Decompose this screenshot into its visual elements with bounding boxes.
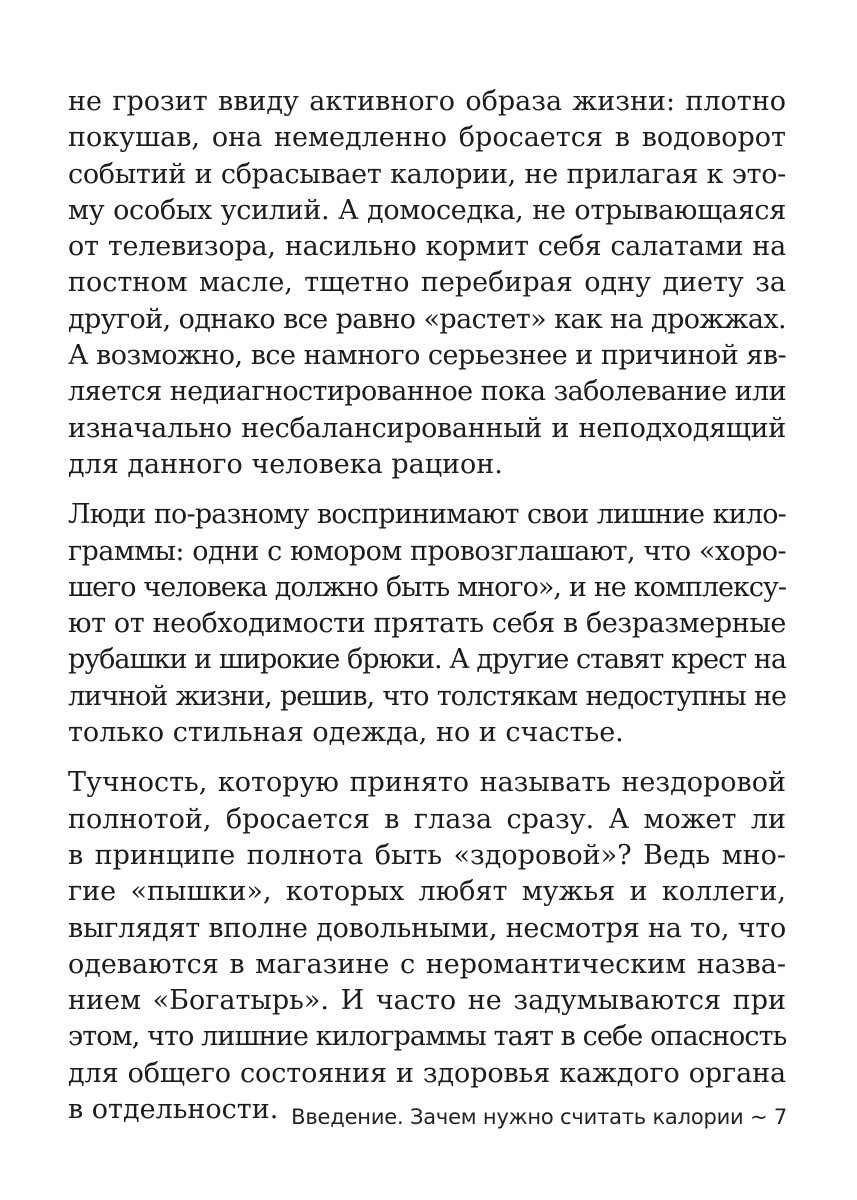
text-line: ляется недиагностированное пока заболевание или — [68, 376, 786, 408]
text-line: гие «пышки», которых любят мужья и коллеги, — [68, 876, 786, 908]
text-line: этом, что лишние килограммы таят в себе опасность — [68, 1021, 787, 1053]
text-line: рубашки и широкие брюки. А другие ставят крест на — [68, 644, 786, 676]
text-line: событий и сбрасывает калории, не прилагая к это- — [68, 158, 786, 190]
text-line: для общего состояния и здоровья каждого органа — [68, 1057, 786, 1089]
text-line: для данного человека рацион. — [68, 448, 503, 480]
text-line: другой, однако все равно «растет» как на дрожжах. — [68, 303, 786, 335]
text-line: изначально несбалансированный и неподходящий — [68, 412, 786, 444]
text-line: граммы: одни с юмором провозглашают, что «хоро- — [68, 535, 786, 567]
text-line: постном масле, тщетно перебирая одну диету за — [68, 267, 786, 299]
text-line: от телевизора, насильно кормит себя салатами на — [68, 231, 786, 263]
text-line: покушав, она немедленно бросается в водоворот — [68, 122, 786, 154]
text-line: полнотой, бросается в глаза сразу. А может ли — [68, 803, 786, 835]
text-line: выглядят вполне довольными, несмотря на то, что — [68, 912, 787, 944]
text-line: ют от необходимости прятать себя в безразмерные — [68, 608, 786, 640]
paragraph-3 — [68, 765, 786, 1128]
text-line: Тучность, которую принято называть нездоровой — [68, 767, 786, 799]
paragraph-2 — [68, 497, 786, 751]
text-line: в отдельности. — [68, 1094, 279, 1126]
text-line: личной жизни, решив, что толстякам недоступны не — [68, 680, 786, 712]
text-line: нием «Богатырь». И часто не задумываются при — [68, 985, 786, 1017]
text-line: не грозит ввиду активного образа жизни: плотно — [68, 86, 786, 117]
text-line: в принципе полнота быть «здоровой»? Ведь мно- — [68, 839, 786, 871]
text-line: одеваются в магазине с неромантическим назва- — [68, 948, 786, 980]
text-line: только стильная одежда, но и счастье. — [68, 717, 624, 749]
text-line: А возможно, все намного серьезнее и причиной яв- — [68, 340, 787, 372]
text-line: Люди по-разному воспринимают свои лишние кило- — [68, 499, 786, 531]
text-line: му особых усилий. А домоседка, не отрывающаяся — [68, 194, 786, 226]
page-body — [68, 84, 786, 1128]
running-footer: Введение. Зачем нужно считать калории ~ 7 — [291, 1105, 787, 1129]
text-line: шего человека должно быть много», и не комплексу- — [68, 571, 786, 603]
paragraph-1 — [68, 84, 786, 483]
